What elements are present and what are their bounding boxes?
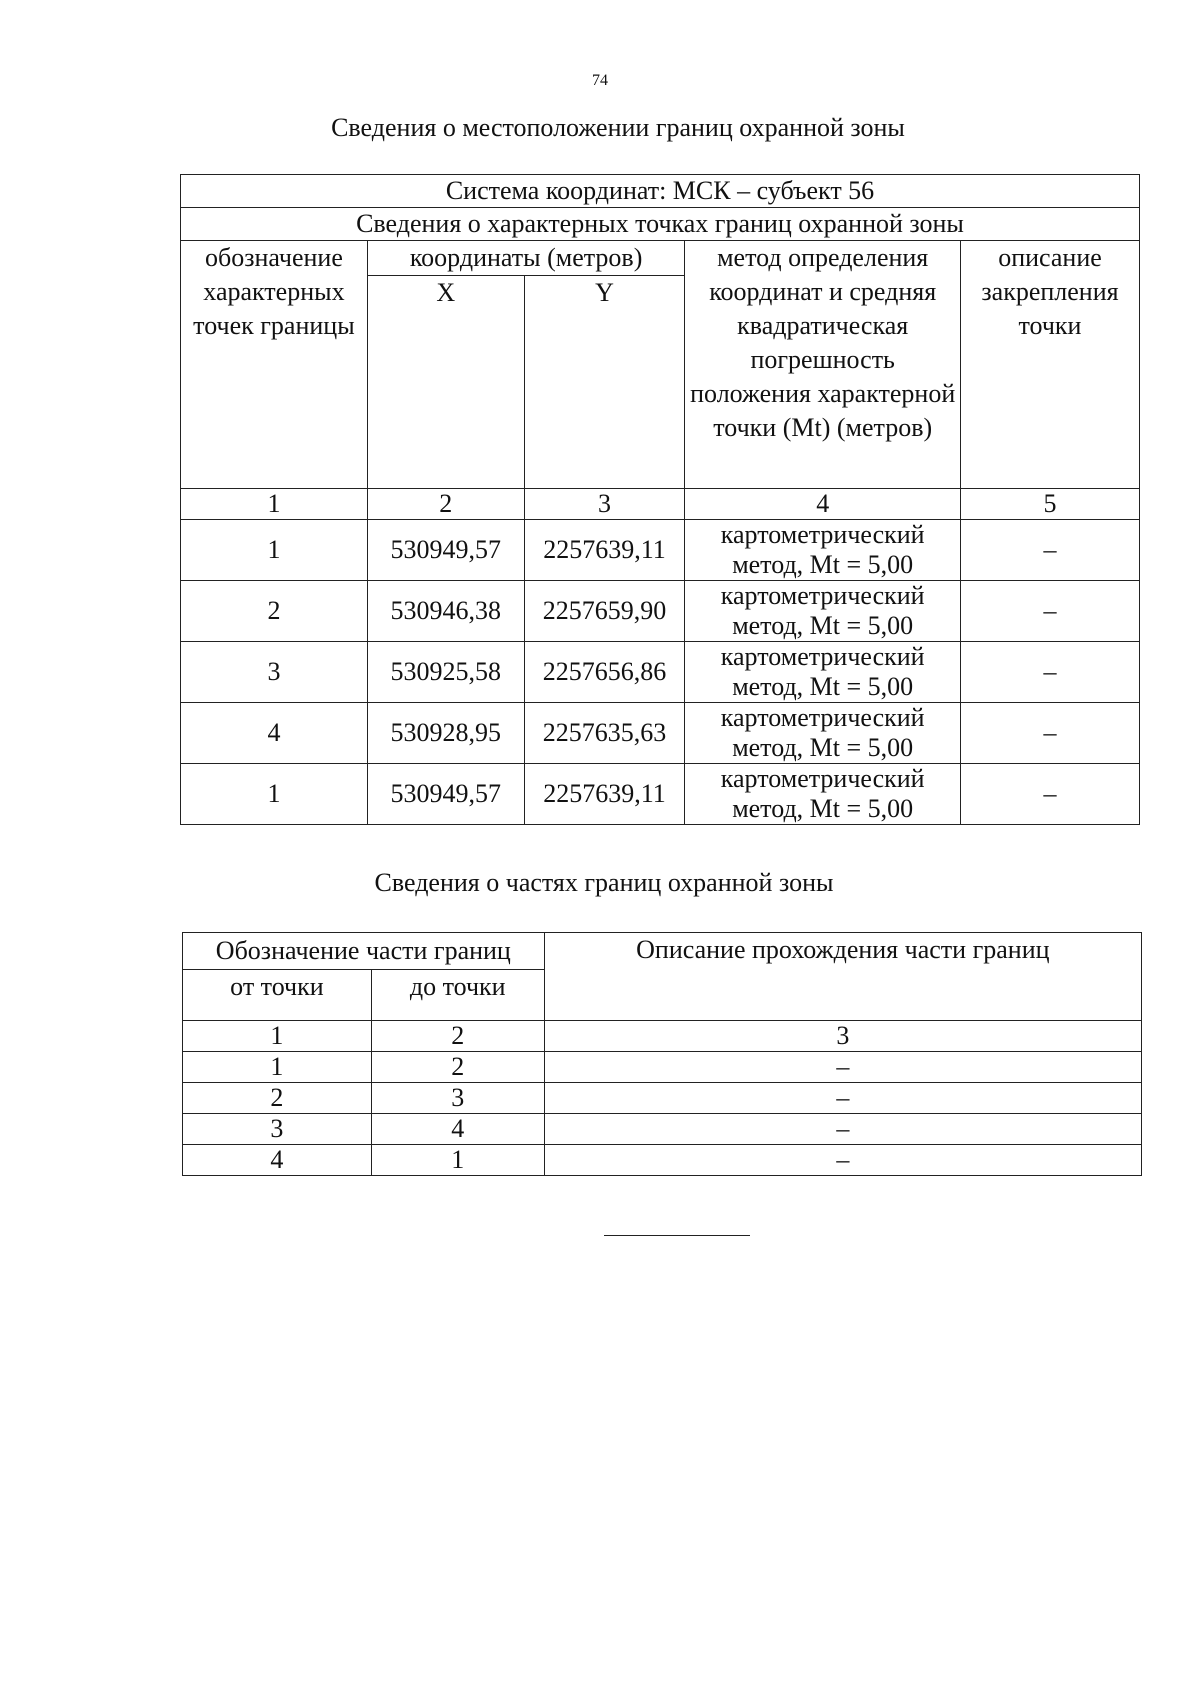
header-description: Описание прохождения части границ xyxy=(544,933,1141,1021)
to-cell: 3 xyxy=(371,1083,544,1114)
boundary-parts-table xyxy=(182,932,1142,1176)
x-cell: 530949,57 xyxy=(367,764,524,825)
fixing-cell: – xyxy=(960,642,1139,703)
table-row xyxy=(181,764,1140,825)
method-cell xyxy=(685,764,961,825)
from-cell: 1 xyxy=(183,1052,372,1083)
fixing-cell: – xyxy=(960,703,1139,764)
point-cell: 4 xyxy=(181,703,368,764)
method-line: картометрический xyxy=(720,703,925,732)
method-line: метод, Mt = 5,00 xyxy=(732,611,914,640)
column-number: 1 xyxy=(181,489,368,520)
method-line: метод, Mt = 5,00 xyxy=(732,794,914,823)
y-cell: 2257635,63 xyxy=(524,703,685,764)
section-title-location: Сведения о местоположении границ охранной зоны xyxy=(331,113,905,142)
description-cell: – xyxy=(544,1083,1141,1114)
coord-system-row xyxy=(181,175,1140,208)
y-cell: 2257639,11 xyxy=(524,520,685,581)
table-row xyxy=(181,520,1140,581)
points-subtitle-cell: Сведения о характерных точках границ охранной зоны xyxy=(181,208,1140,241)
header-fixing: описание закрепления точки xyxy=(960,241,1139,489)
header-y: Y xyxy=(524,276,685,489)
header-method: метод определения координат и средняя квадратическая погрешность положения характерной точки (Mt) (метров) xyxy=(685,241,961,489)
y-cell: 2257659,90 xyxy=(524,581,685,642)
column-number: 5 xyxy=(960,489,1139,520)
from-cell: 3 xyxy=(183,1114,372,1145)
page-number: 74 xyxy=(592,72,608,89)
method-line: картометрический xyxy=(720,520,925,549)
x-cell: 530949,57 xyxy=(367,520,524,581)
end-divider xyxy=(604,1235,750,1236)
header-x: X xyxy=(367,276,524,489)
method-cell xyxy=(685,520,961,581)
method-line: метод, Mt = 5,00 xyxy=(732,550,914,579)
header-part-designation: Обозначение части границ xyxy=(183,933,545,970)
description-cell: – xyxy=(544,1114,1141,1145)
column-number: 4 xyxy=(685,489,961,520)
table-row xyxy=(183,1052,1142,1083)
from-cell: 2 xyxy=(183,1083,372,1114)
column-numbers-row xyxy=(181,489,1140,520)
parts-header-row xyxy=(183,933,1142,970)
method-line: картометрический xyxy=(720,642,925,671)
coord-system-cell: Система координат: МСК – субъект 56 xyxy=(181,175,1140,208)
points-subtitle-row xyxy=(181,208,1140,241)
header-coordinates: координаты (метров) xyxy=(367,241,685,276)
column-number: 3 xyxy=(544,1021,1141,1052)
point-cell: 3 xyxy=(181,642,368,703)
column-number: 2 xyxy=(367,489,524,520)
to-cell: 1 xyxy=(371,1145,544,1176)
to-cell: 4 xyxy=(371,1114,544,1145)
method-line: картометрический xyxy=(720,764,925,793)
to-cell: 2 xyxy=(371,1052,544,1083)
fixing-cell: – xyxy=(960,764,1139,825)
table-row xyxy=(181,642,1140,703)
point-cell: 1 xyxy=(181,520,368,581)
header-from-point: от точки xyxy=(183,970,372,1021)
x-cell: 530925,58 xyxy=(367,642,524,703)
method-line: метод, Mt = 5,00 xyxy=(732,672,914,701)
boundary-points-table xyxy=(180,174,1140,825)
point-cell: 2 xyxy=(181,581,368,642)
method-cell xyxy=(685,703,961,764)
table-row xyxy=(181,703,1140,764)
y-cell: 2257639,11 xyxy=(524,764,685,825)
fixing-cell: – xyxy=(960,581,1139,642)
section-title-parts: Сведения о частях границ охранной зоны xyxy=(374,868,834,897)
table-row xyxy=(183,1145,1142,1176)
table-row xyxy=(183,1114,1142,1145)
column-number: 2 xyxy=(371,1021,544,1052)
description-cell: – xyxy=(544,1145,1141,1176)
header-to-point: до точки xyxy=(371,970,544,1021)
column-number: 3 xyxy=(524,489,685,520)
table-row xyxy=(183,1083,1142,1114)
method-cell xyxy=(685,581,961,642)
header-row xyxy=(181,241,1140,276)
header-point-designation: обозначение характерных точек границы xyxy=(181,241,368,489)
y-cell: 2257656,86 xyxy=(524,642,685,703)
column-number: 1 xyxy=(183,1021,372,1052)
from-cell: 4 xyxy=(183,1145,372,1176)
point-cell: 1 xyxy=(181,764,368,825)
table-row xyxy=(181,581,1140,642)
method-line: картометрический xyxy=(720,581,925,610)
x-cell: 530928,95 xyxy=(367,703,524,764)
fixing-cell: – xyxy=(960,520,1139,581)
method-cell xyxy=(685,642,961,703)
method-line: метод, Mt = 5,00 xyxy=(732,733,914,762)
description-cell: – xyxy=(544,1052,1141,1083)
x-cell: 530946,38 xyxy=(367,581,524,642)
column-numbers-row xyxy=(183,1021,1142,1052)
